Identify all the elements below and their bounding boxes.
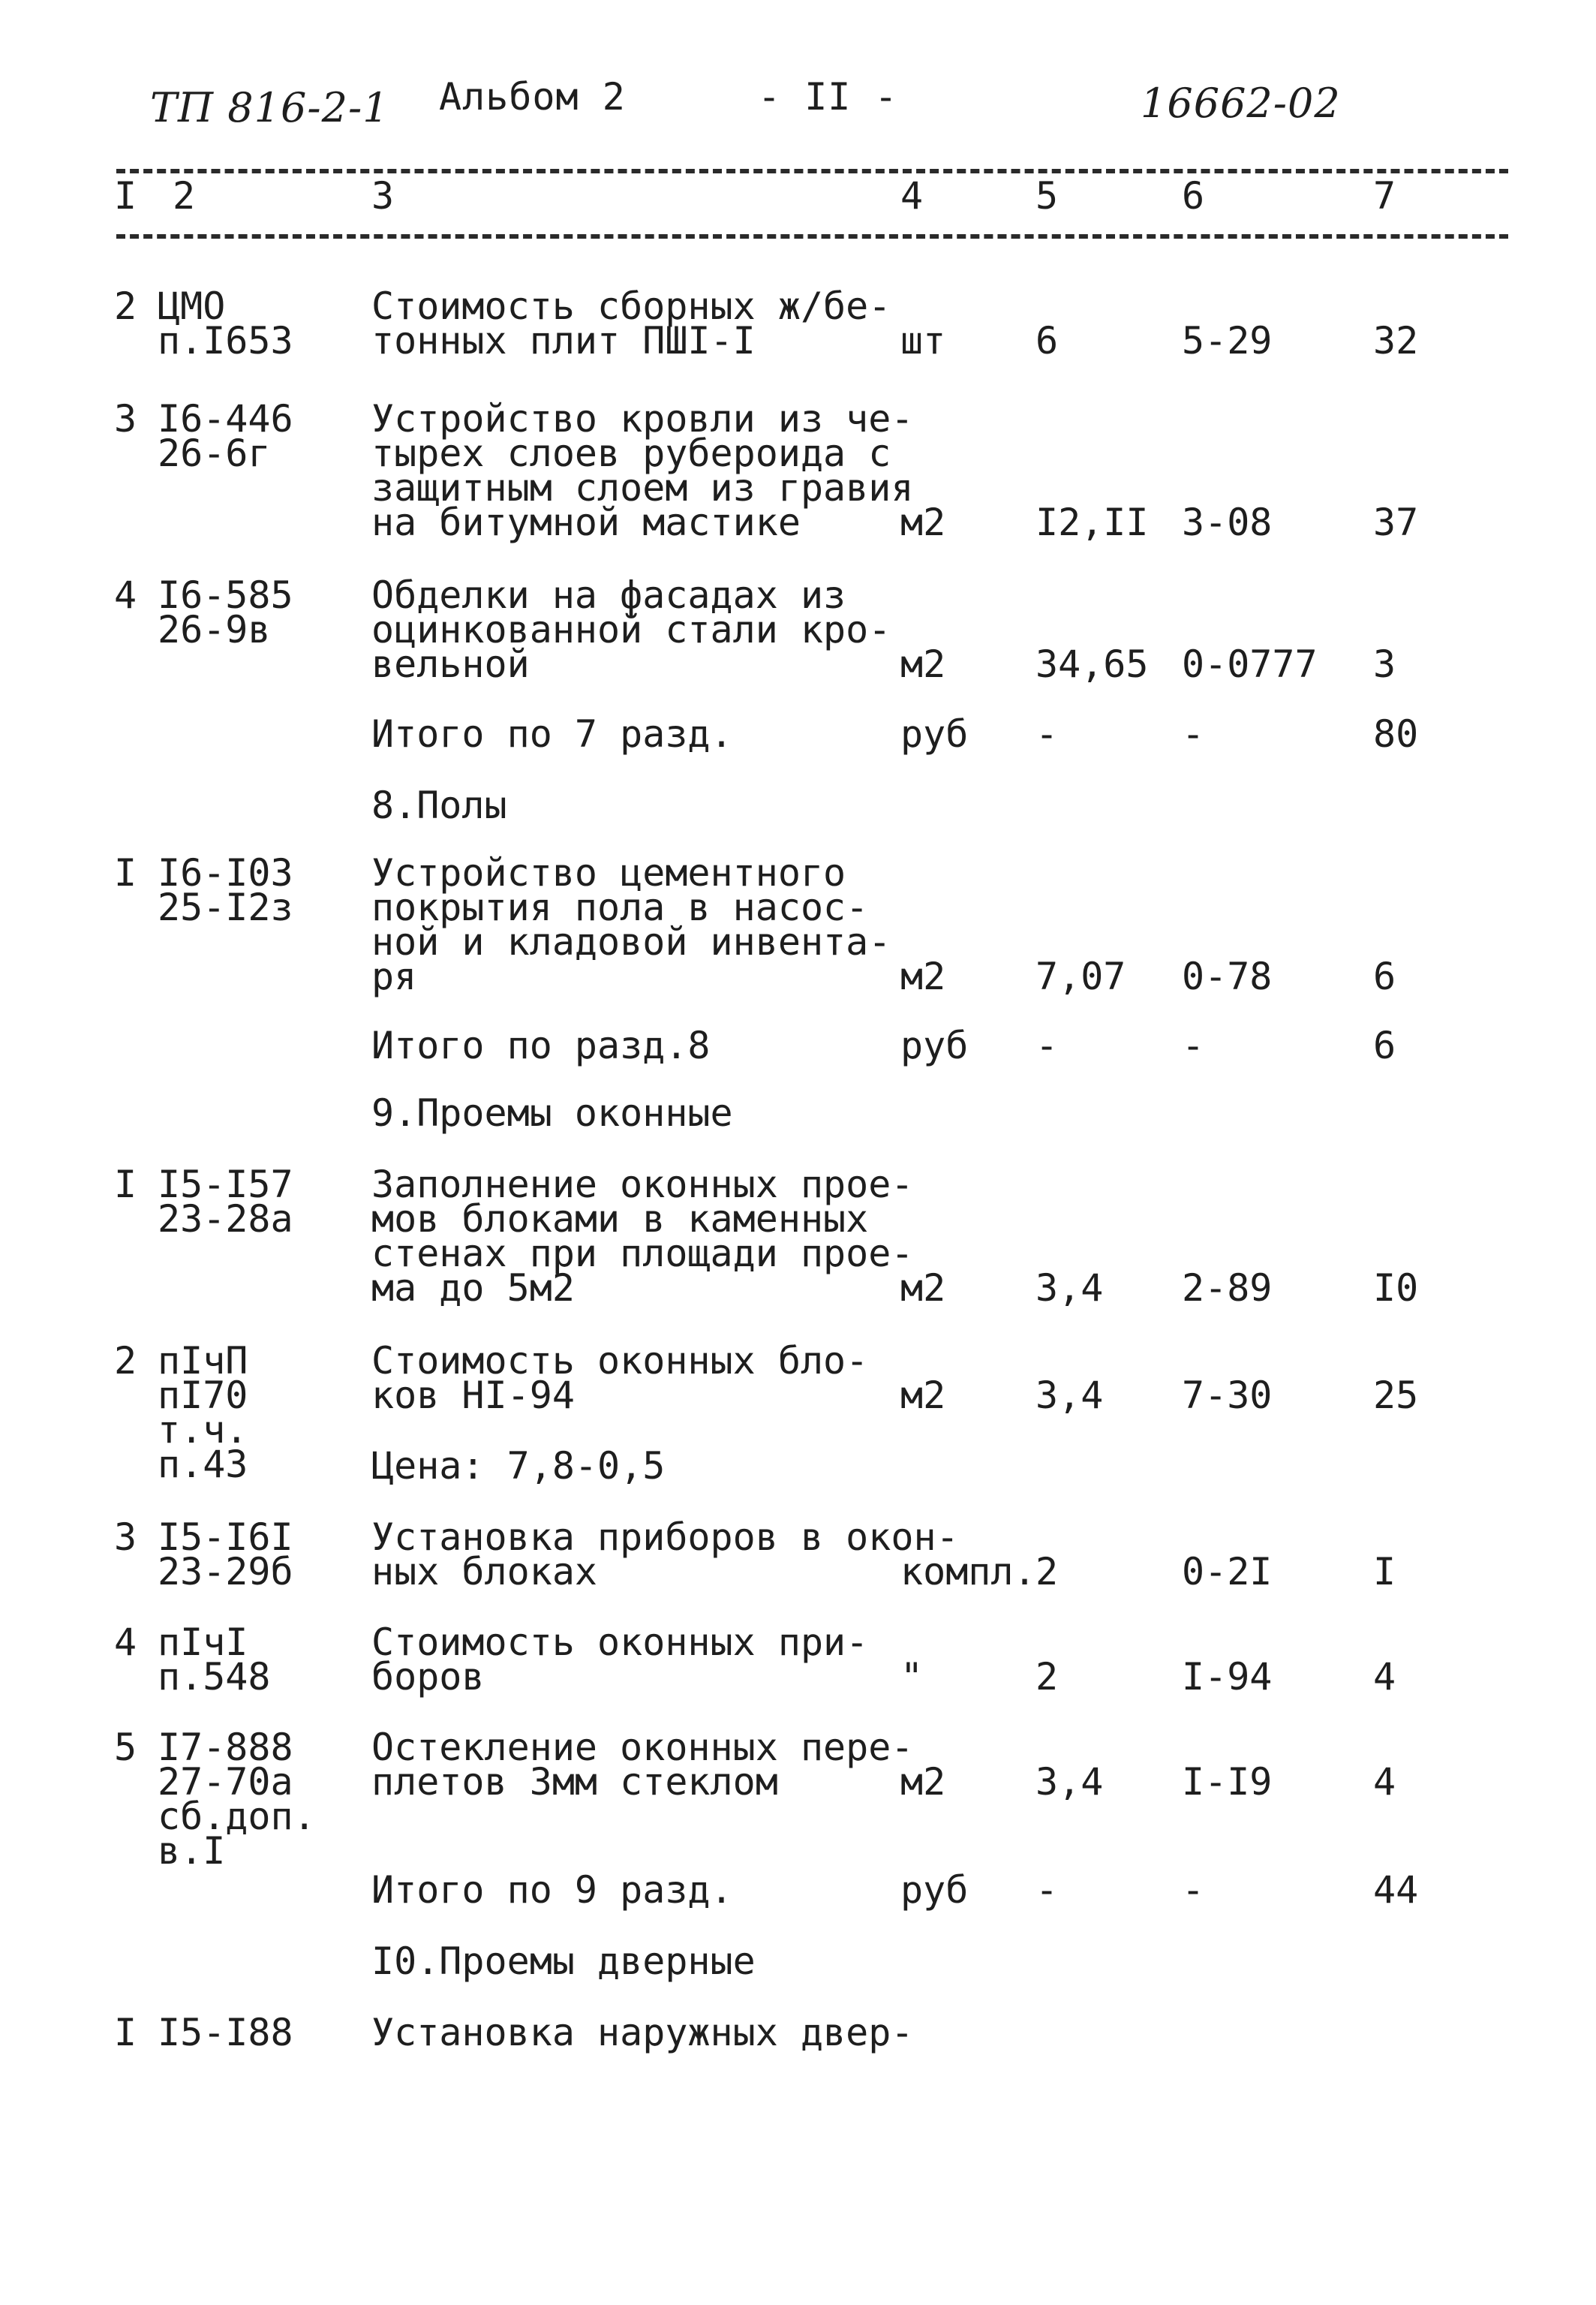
cell-row-number: 3 xyxy=(114,1515,137,1559)
cell-quantity: 2 xyxy=(1035,1655,1059,1699)
cell-unit: м2 xyxy=(900,1266,946,1310)
cell-total-cost: 3 xyxy=(1373,642,1396,686)
cell-row-number: 5 xyxy=(114,1726,137,1769)
cell-unit: шт xyxy=(900,319,946,363)
cell-total-cost: 32 xyxy=(1373,319,1419,363)
cell-total-cost: 37 xyxy=(1373,501,1419,544)
cell-work-description: Заполнение оконных прое- мов блоками в каменных стенах при площади прое- ма до 5м2 xyxy=(371,1163,914,1310)
cell-quantity: - xyxy=(1035,712,1059,756)
cell-row-number: I xyxy=(114,2011,137,2054)
header-divider-bottom xyxy=(116,234,1508,239)
column-number-1: I xyxy=(114,174,137,218)
cell-unit-price: 3-08 xyxy=(1182,501,1273,544)
cell-total-cost: 25 xyxy=(1373,1374,1419,1417)
cell-norm-code: I6-I03 25-I2з xyxy=(158,851,293,929)
cell-unit-price: I-94 xyxy=(1182,1655,1273,1699)
cell-work-description: Итого по 9 разд. xyxy=(371,1868,733,1912)
cell-quantity: 2 xyxy=(1035,1550,1059,1593)
cell-row-number: 2 xyxy=(114,1339,137,1383)
cell-unit: компл. xyxy=(900,1550,1036,1593)
cell-quantity: 3,4 xyxy=(1035,1760,1104,1804)
cell-work-description: Стоимость сборных ж/бе- тонных плит ПШI-I xyxy=(371,284,891,363)
cell-norm-code: ЦМО п.I653 xyxy=(158,284,293,363)
cell-total-cost: 4 xyxy=(1373,1760,1396,1804)
cell-work-description: Установка приборов в окон- ных блоках xyxy=(371,1515,959,1593)
cell-work-description: I0.Проемы дверные xyxy=(371,1939,756,1983)
cell-norm-code: I7-888 27-70а сб.доп. в.I xyxy=(158,1726,316,1873)
cell-unit-price: 0-78 xyxy=(1182,955,1273,998)
cell-norm-code: пIчП пI70 т.ч. п.43 xyxy=(158,1339,248,1486)
cell-norm-code: пIчI п.548 xyxy=(158,1620,271,1699)
column-number-5: 5 xyxy=(1035,174,1059,218)
cell-unit: м2 xyxy=(900,1374,946,1417)
column-number-3: 3 xyxy=(371,174,395,218)
cell-norm-code: I6-446 26-6г xyxy=(158,397,293,475)
cell-work-description: Итого по разд.8 xyxy=(371,1024,711,1067)
column-number-6: 6 xyxy=(1182,174,1205,218)
cell-work-description: Установка наружных двер- xyxy=(371,2011,914,2054)
cell-total-cost: 4 xyxy=(1373,1655,1396,1699)
cell-work-description: Итого по 7 разд. xyxy=(371,712,733,756)
cell-unit-price: - xyxy=(1182,712,1205,756)
cell-norm-code: I5-I6I 23-29б xyxy=(158,1515,293,1593)
cell-work-description: Стоимость оконных бло- ков НI-94 xyxy=(371,1339,869,1417)
cell-unit: м2 xyxy=(900,955,946,998)
cell-quantity: - xyxy=(1035,1868,1059,1912)
cell-quantity: 6 xyxy=(1035,319,1059,363)
cell-work-description: Устройство кровли из че- тырех слоев рубероида с защитным слоем из гравия на битумной мастике xyxy=(371,397,914,544)
cell-norm-code: I6-585 26-9в xyxy=(158,573,293,651)
cell-work-description: Стоимость оконных при- боров xyxy=(371,1620,869,1699)
cell-work-description: Обделки на фасадах из оцинкованной стали кро- вельной xyxy=(371,573,891,686)
cell-quantity: 7,07 xyxy=(1035,955,1126,998)
cell-quantity: 3,4 xyxy=(1035,1266,1104,1310)
column-number-2: 2 xyxy=(173,174,196,218)
cell-total-cost: 6 xyxy=(1373,1024,1396,1067)
cell-unit-price: 0-2I xyxy=(1182,1550,1273,1593)
cell-total-cost: 6 xyxy=(1373,955,1396,998)
cell-unit: руб xyxy=(900,1868,969,1912)
cell-unit-price: - xyxy=(1182,1868,1205,1912)
cell-unit-price: 7-30 xyxy=(1182,1374,1273,1417)
cell-unit-price: 5-29 xyxy=(1182,319,1273,363)
cell-total-cost: 80 xyxy=(1373,712,1419,756)
cell-total-cost: I xyxy=(1373,1550,1396,1593)
cell-row-number: I xyxy=(114,1163,137,1206)
cell-work-description: 8.Полы xyxy=(371,784,507,827)
cell-quantity: 3,4 xyxy=(1035,1374,1104,1417)
cell-unit-price: 0-0777 xyxy=(1182,642,1318,686)
cell-total-cost: I0 xyxy=(1373,1266,1419,1310)
cell-work-description: Остекление оконных пере- плетов 3мм стеклом xyxy=(371,1726,914,1804)
cell-norm-code: I5-I88 xyxy=(158,2011,293,2054)
document-code: ТП 816-2-1 xyxy=(150,84,389,131)
column-number-7: 7 xyxy=(1373,174,1396,218)
cell-unit: м2 xyxy=(900,1760,946,1804)
cell-work-description: Устройство цементного покрытия пола в насос- ной и кладовой инвента- ря xyxy=(371,851,891,998)
cell-unit: руб xyxy=(900,712,969,756)
header-divider-top xyxy=(116,169,1508,173)
album-label: Альбом 2 xyxy=(439,75,626,119)
column-number-4: 4 xyxy=(900,174,924,218)
cell-unit: м2 xyxy=(900,642,946,686)
cell-unit-price: 2-89 xyxy=(1182,1266,1273,1310)
cell-unit: " xyxy=(900,1655,924,1699)
page-number: - II - xyxy=(758,75,898,119)
cell-unit: руб xyxy=(900,1024,969,1067)
cell-row-number: 4 xyxy=(114,1620,137,1664)
cell-quantity: 34,65 xyxy=(1035,642,1149,686)
cell-unit-price: - xyxy=(1182,1024,1205,1067)
cell-quantity: - xyxy=(1035,1024,1059,1067)
cell-row-number: 2 xyxy=(114,284,137,328)
cell-work-description: 9.Проемы оконные xyxy=(371,1091,733,1135)
cell-unit-price: I-I9 xyxy=(1182,1760,1273,1804)
cell-row-number: 3 xyxy=(114,397,137,441)
cell-row-number: 4 xyxy=(114,573,137,617)
document-number: 16662-02 xyxy=(1141,80,1341,127)
cell-row-number: I xyxy=(114,851,137,895)
cell-total-cost: 44 xyxy=(1373,1868,1419,1912)
cell-norm-code: I5-I57 23-28а xyxy=(158,1163,293,1241)
cell-work-description: Цена: 7,8-0,5 xyxy=(371,1444,666,1488)
cell-quantity: I2,II xyxy=(1035,501,1149,544)
cell-unit: м2 xyxy=(900,501,946,544)
